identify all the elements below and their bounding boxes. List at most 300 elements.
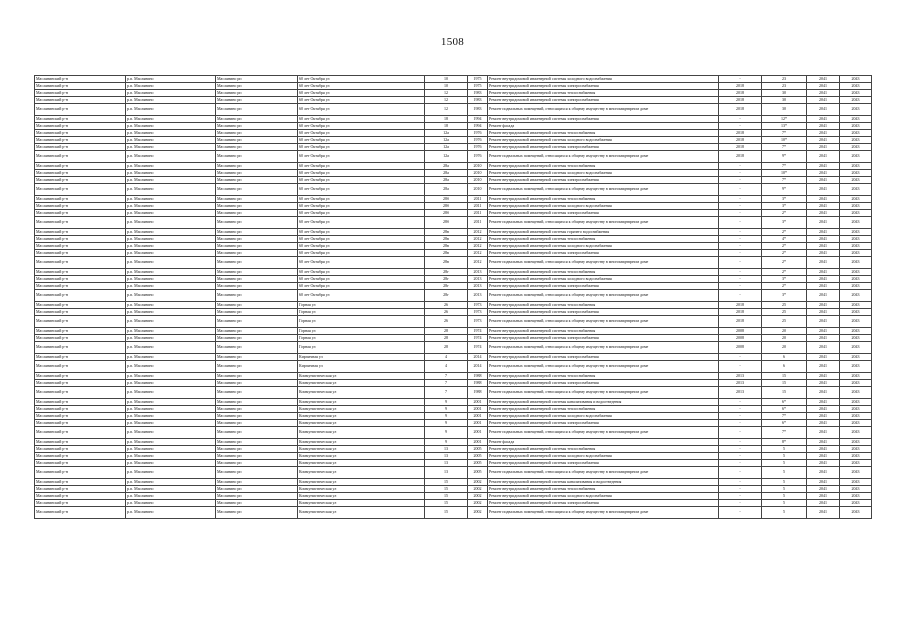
build-year-cell: 1974 [468, 342, 488, 354]
locality-cell: Маслянино рп [216, 290, 298, 302]
house-number-cell: 28а [425, 177, 468, 184]
district-cell: Маслянинский р-н [35, 420, 126, 427]
build-year-cell: 1973 [468, 309, 488, 316]
table-row [35, 276, 872, 283]
last-repair-year-cell: - [719, 406, 762, 413]
end-year-cell: 2043 [840, 290, 872, 302]
build-year-cell: 2013 [468, 276, 488, 283]
district-cell: Маслянинский р-н [35, 217, 126, 229]
start-year-cell: 2041 [807, 467, 840, 479]
build-year-cell: 1976 [468, 130, 488, 137]
start-year-cell: 2041 [807, 316, 840, 328]
table-row [35, 361, 872, 373]
district-cell: Маслянинский р-н [35, 309, 126, 316]
work-type-cell: Ремонт внутридомовой инженерной системы электроснабжения [488, 460, 719, 467]
district-cell: Маслянинский р-н [35, 453, 126, 460]
build-year-cell: 2002 [468, 486, 488, 493]
end-year-cell: 2043 [840, 276, 872, 283]
build-year-cell: 2012 [468, 257, 488, 269]
end-year-cell: 2043 [840, 137, 872, 144]
house-number-cell: 15 [425, 486, 468, 493]
build-year-cell: 2014 [468, 361, 488, 373]
start-year-cell: 2041 [807, 97, 840, 104]
house-number-cell: 9 [425, 406, 468, 413]
locality-cell: Маслянино рп [216, 387, 298, 399]
settlement-cell: р.п. Маслянино [126, 137, 216, 144]
table-row [35, 342, 872, 354]
end-year-cell: 2043 [840, 302, 872, 309]
build-year-cell: 2002 [468, 493, 488, 500]
start-year-cell: 2041 [807, 76, 840, 83]
locality-cell: Маслянино рп [216, 104, 298, 116]
locality-cell: Маслянино рп [216, 493, 298, 500]
end-year-cell: 2043 [840, 373, 872, 380]
locality-cell: Маслянино рп [216, 151, 298, 163]
build-year-cell: 2001 [468, 427, 488, 439]
settlement-cell: р.п. Маслянино [126, 302, 216, 309]
start-year-cell: 2041 [807, 243, 840, 250]
locality-cell: Маслянино рп [216, 427, 298, 439]
locality-cell: Маслянино рп [216, 243, 298, 250]
wear-percent-cell: 10* [762, 137, 807, 144]
settlement-cell: р.п. Маслянино [126, 354, 216, 361]
house-number-cell: 9 [425, 413, 468, 420]
work-type-cell: Ремонт внутридомовой инженерной системы теплоснабжения [488, 328, 719, 335]
locality-cell: Маслянино рп [216, 399, 298, 406]
table-row [35, 406, 872, 413]
district-cell: Маслянинский р-н [35, 380, 126, 387]
table-row [35, 151, 872, 163]
house-number-cell: 12 [425, 90, 468, 97]
street-cell: Коммунистическая ул [298, 446, 425, 453]
locality-cell: Маслянино рп [216, 413, 298, 420]
street-cell: 60 лет Октября ул [298, 90, 425, 97]
end-year-cell: 2043 [840, 309, 872, 316]
locality-cell: Маслянино рп [216, 229, 298, 236]
street-cell: Горная ул [298, 335, 425, 342]
last-repair-year-cell: - [719, 354, 762, 361]
district-cell: Маслянинский р-н [35, 276, 126, 283]
settlement-cell: р.п. Маслянино [126, 493, 216, 500]
street-cell: 60 лет Октября ул [298, 151, 425, 163]
table-row [35, 493, 872, 500]
locality-cell: Маслянино рп [216, 309, 298, 316]
street-cell: 60 лет Октября ул [298, 236, 425, 243]
last-repair-year-cell: 2018 [719, 151, 762, 163]
work-type-cell: Ремонт подвальных помещений, относящихся к общему имуществу в многоквартирном доме [488, 104, 719, 116]
district-cell: Маслянинский р-н [35, 439, 126, 446]
locality-cell: Маслянино рп [216, 479, 298, 486]
start-year-cell: 2041 [807, 123, 840, 130]
table-row [35, 130, 872, 137]
build-year-cell: 1974 [468, 328, 488, 335]
locality-cell: Маслянино рп [216, 203, 298, 210]
work-type-cell: Ремонт внутридомовой инженерной системы электроснабжения [488, 116, 719, 123]
street-cell: Коммунистическая ул [298, 373, 425, 380]
end-year-cell: 2043 [840, 250, 872, 257]
street-cell: 60 лет Октября ул [298, 203, 425, 210]
work-type-cell: Ремонт подвальных помещений, относящихся к общему имуществу в многоквартирном доме [488, 217, 719, 229]
build-year-cell: 1975 [468, 76, 488, 83]
start-year-cell: 2041 [807, 163, 840, 170]
wear-percent-cell: 2* [762, 257, 807, 269]
locality-cell: Маслянино рп [216, 177, 298, 184]
start-year-cell: 2041 [807, 486, 840, 493]
wear-percent-cell: 2* [762, 283, 807, 290]
district-cell: Маслянинский р-н [35, 302, 126, 309]
house-number-cell: 28б [425, 196, 468, 203]
last-repair-year-cell: 2018 [719, 90, 762, 97]
house-number-cell: 28в [425, 257, 468, 269]
table-row [35, 467, 872, 479]
district-cell: Маслянинский р-н [35, 196, 126, 203]
locality-cell: Маслянино рп [216, 328, 298, 335]
house-number-cell: 12а [425, 144, 468, 151]
work-type-cell: Ремонт подвальных помещений, относящихся к общему имуществу в многоквартирном доме [488, 361, 719, 373]
locality-cell: Маслянино рп [216, 276, 298, 283]
start-year-cell: 2041 [807, 290, 840, 302]
start-year-cell: 2041 [807, 151, 840, 163]
house-number-cell: 9 [425, 427, 468, 439]
work-type-cell: Ремонт внутридомовой инженерной системы электроснабжения [488, 380, 719, 387]
district-cell: Маслянинский р-н [35, 427, 126, 439]
wear-percent-cell: 6* [762, 420, 807, 427]
wear-percent-cell: 3* [762, 203, 807, 210]
wear-percent-cell: 23 [762, 83, 807, 90]
locality-cell: Маслянино рп [216, 90, 298, 97]
house-number-cell: 28 [425, 328, 468, 335]
end-year-cell: 2043 [840, 104, 872, 116]
locality-cell: Маслянино рп [216, 130, 298, 137]
wear-percent-cell: 25 [762, 309, 807, 316]
build-year-cell: 1988 [468, 373, 488, 380]
locality-cell: Маслянино рп [216, 236, 298, 243]
work-type-cell: Ремонт внутридомовой инженерной системы теплоснабжения [488, 163, 719, 170]
settlement-cell: р.п. Маслянино [126, 420, 216, 427]
work-type-cell: Ремонт внутридомовой инженерной системы электроснабжения [488, 144, 719, 151]
work-type-cell: Ремонт внутридомовой инженерной системы теплоснабжения [488, 373, 719, 380]
district-cell: Маслянинский р-н [35, 467, 126, 479]
work-type-cell: Ремонт внутридомовой инженерной системы электроснабжения [488, 500, 719, 507]
last-repair-year-cell: - [719, 507, 762, 519]
work-type-cell: Ремонт внутридомовой инженерной системы холодного водоснабжения [488, 276, 719, 283]
street-cell: Коммунистическая ул [298, 406, 425, 413]
end-year-cell: 2043 [840, 196, 872, 203]
end-year-cell: 2043 [840, 446, 872, 453]
street-cell: 60 лет Октября ул [298, 269, 425, 276]
table-row [35, 83, 872, 90]
settlement-cell: р.п. Маслянино [126, 446, 216, 453]
work-type-cell: Ремонт внутридомовой инженерной системы холодного водоснабжения [488, 170, 719, 177]
district-cell: Маслянинский р-н [35, 83, 126, 90]
last-repair-year-cell: - [719, 500, 762, 507]
wear-percent-cell: 12* [762, 116, 807, 123]
work-type-cell: Ремонт внутридомовой инженерной системы теплоснабжения [488, 236, 719, 243]
street-cell: Горная ул [298, 342, 425, 354]
work-type-cell: Ремонт внутридомовой инженерной системы электроснабжения [488, 83, 719, 90]
build-year-cell: 2010 [468, 184, 488, 196]
last-repair-year-cell: 2018 [719, 104, 762, 116]
work-type-cell: Ремонт внутридомовой инженерной системы электроснабжения [488, 309, 719, 316]
district-cell: Маслянинский р-н [35, 257, 126, 269]
wear-percent-cell: 2* [762, 250, 807, 257]
start-year-cell: 2041 [807, 493, 840, 500]
wear-percent-cell: 2* [762, 210, 807, 217]
repair-schedule-table [34, 75, 872, 519]
last-repair-year-cell: 2013 [719, 373, 762, 380]
end-year-cell: 2043 [840, 387, 872, 399]
table-row [35, 453, 872, 460]
wear-percent-cell: 5 [762, 500, 807, 507]
street-cell: 60 лет Октября ул [298, 137, 425, 144]
house-number-cell: 12 [425, 97, 468, 104]
work-type-cell: Ремонт внутридомовой инженерной системы электроснабжения [488, 250, 719, 257]
street-cell: 60 лет Октября ул [298, 144, 425, 151]
street-cell: 60 лет Октября ул [298, 116, 425, 123]
settlement-cell: р.п. Маслянино [126, 500, 216, 507]
settlement-cell: р.п. Маслянино [126, 460, 216, 467]
end-year-cell: 2043 [840, 427, 872, 439]
table-row [35, 460, 872, 467]
end-year-cell: 2043 [840, 328, 872, 335]
last-repair-year-cell: - [719, 210, 762, 217]
locality-cell: Маслянино рп [216, 283, 298, 290]
street-cell: 60 лет Октября ул [298, 290, 425, 302]
wear-percent-cell: 5 [762, 453, 807, 460]
last-repair-year-cell: 2018 [719, 309, 762, 316]
wear-percent-cell: 20 [762, 328, 807, 335]
locality-cell: Маслянино рп [216, 210, 298, 217]
start-year-cell: 2041 [807, 309, 840, 316]
street-cell: 60 лет Октября ул [298, 177, 425, 184]
table-row [35, 217, 872, 229]
locality-cell: Маслянино рп [216, 380, 298, 387]
house-number-cell: 15 [425, 479, 468, 486]
start-year-cell: 2041 [807, 420, 840, 427]
locality-cell: Маслянино рп [216, 316, 298, 328]
table-row [35, 427, 872, 439]
end-year-cell: 2043 [840, 361, 872, 373]
wear-percent-cell: 15 [762, 380, 807, 387]
end-year-cell: 2043 [840, 342, 872, 354]
build-year-cell: 2002 [468, 479, 488, 486]
end-year-cell: 2043 [840, 439, 872, 446]
build-year-cell: 1988 [468, 387, 488, 399]
locality-cell: Маслянино рп [216, 335, 298, 342]
district-cell: Маслянинский р-н [35, 406, 126, 413]
street-cell: 60 лет Октября ул [298, 97, 425, 104]
last-repair-year-cell: - [719, 283, 762, 290]
locality-cell: Маслянино рп [216, 163, 298, 170]
settlement-cell: р.п. Маслянино [126, 144, 216, 151]
house-number-cell: 4 [425, 354, 468, 361]
house-number-cell: 26 [425, 316, 468, 328]
locality-cell: Маслянино рп [216, 257, 298, 269]
work-type-cell: Ремонт внутридомовой инженерной системы теплоснабжения [488, 302, 719, 309]
end-year-cell: 2043 [840, 217, 872, 229]
wear-percent-cell: 7* [762, 144, 807, 151]
build-year-cell: 1973 [468, 316, 488, 328]
build-year-cell: 1976 [468, 144, 488, 151]
build-year-cell: 2011 [468, 210, 488, 217]
end-year-cell: 2043 [840, 486, 872, 493]
house-number-cell: 7 [425, 380, 468, 387]
wear-percent-cell: 20 [762, 335, 807, 342]
house-number-cell: 4 [425, 361, 468, 373]
start-year-cell: 2041 [807, 203, 840, 210]
build-year-cell: 2012 [468, 236, 488, 243]
locality-cell: Маслянино рп [216, 137, 298, 144]
start-year-cell: 2041 [807, 361, 840, 373]
wear-percent-cell: 2* [762, 243, 807, 250]
district-cell: Маслянинский р-н [35, 116, 126, 123]
table-row [35, 250, 872, 257]
wear-percent-cell: 13* [762, 123, 807, 130]
locality-cell: Маслянино рп [216, 453, 298, 460]
last-repair-year-cell: - [719, 243, 762, 250]
last-repair-year-cell: 2018 [719, 144, 762, 151]
table-row [35, 283, 872, 290]
end-year-cell: 2043 [840, 123, 872, 130]
end-year-cell: 2043 [840, 316, 872, 328]
settlement-cell: р.п. Маслянино [126, 361, 216, 373]
district-cell: Маслянинский р-н [35, 283, 126, 290]
house-number-cell: 7 [425, 373, 468, 380]
settlement-cell: р.п. Маслянино [126, 83, 216, 90]
district-cell: Маслянинский р-н [35, 269, 126, 276]
house-number-cell: 12 [425, 104, 468, 116]
wear-percent-cell: 6* [762, 406, 807, 413]
start-year-cell: 2041 [807, 130, 840, 137]
table-row [35, 177, 872, 184]
work-type-cell: Ремонт подвальных помещений, относящихся к общему имуществу в многоквартирном доме [488, 387, 719, 399]
work-type-cell: Ремонт подвальных помещений, относящихся к общему имуществу в многоквартирном доме [488, 316, 719, 328]
build-year-cell: 2001 [468, 413, 488, 420]
last-repair-year-cell: - [719, 236, 762, 243]
settlement-cell: р.п. Маслянино [126, 76, 216, 83]
start-year-cell: 2041 [807, 380, 840, 387]
house-number-cell: 10 [425, 76, 468, 83]
start-year-cell: 2041 [807, 328, 840, 335]
street-cell: Горная ул [298, 328, 425, 335]
district-cell: Маслянинский р-н [35, 236, 126, 243]
wear-percent-cell: 20 [762, 342, 807, 354]
street-cell: Коммунистическая ул [298, 500, 425, 507]
district-cell: Маслянинский р-н [35, 493, 126, 500]
street-cell: 60 лет Октября ул [298, 104, 425, 116]
last-repair-year-cell: 2018 [719, 130, 762, 137]
district-cell: Маслянинский р-н [35, 335, 126, 342]
build-year-cell: 2012 [468, 229, 488, 236]
wear-percent-cell: 2* [762, 229, 807, 236]
settlement-cell: р.п. Маслянино [126, 130, 216, 137]
house-number-cell: 28в [425, 236, 468, 243]
last-repair-year-cell: - [719, 116, 762, 123]
work-type-cell: Ремонт внутридомовой инженерной системы холодного водоснабжения [488, 137, 719, 144]
settlement-cell: р.п. Маслянино [126, 507, 216, 519]
start-year-cell: 2041 [807, 137, 840, 144]
start-year-cell: 2041 [807, 387, 840, 399]
table-row [35, 486, 872, 493]
settlement-cell: р.п. Маслянино [126, 335, 216, 342]
work-type-cell: Ремонт внутридомовой инженерной системы холодного водоснабжения [488, 453, 719, 460]
build-year-cell: 2002 [468, 500, 488, 507]
last-repair-year-cell: - [719, 250, 762, 257]
work-type-cell: Ремонт внутридомовой инженерной системы электроснабжения [488, 97, 719, 104]
start-year-cell: 2041 [807, 144, 840, 151]
district-cell: Маслянинский р-н [35, 104, 126, 116]
street-cell: 60 лет Октября ул [298, 210, 425, 217]
house-number-cell: 13 [425, 460, 468, 467]
district-cell: Маслянинский р-н [35, 316, 126, 328]
work-type-cell: Ремонт подвальных помещений, относящихся к общему имуществу в многоквартирном доме [488, 257, 719, 269]
work-type-cell: Ремонт внутридомовой инженерной системы теплоснабжения [488, 446, 719, 453]
district-cell: Маслянинский р-н [35, 137, 126, 144]
house-number-cell: 28г [425, 290, 468, 302]
street-cell: 60 лет Октября ул [298, 184, 425, 196]
settlement-cell: р.п. Маслянино [126, 177, 216, 184]
last-repair-year-cell: - [719, 276, 762, 283]
locality-cell: Маслянино рп [216, 250, 298, 257]
settlement-cell: р.п. Маслянино [126, 250, 216, 257]
end-year-cell: 2043 [840, 453, 872, 460]
district-cell: Маслянинский р-н [35, 373, 126, 380]
district-cell: Маслянинский р-н [35, 123, 126, 130]
start-year-cell: 2041 [807, 460, 840, 467]
settlement-cell: р.п. Маслянино [126, 203, 216, 210]
district-cell: Маслянинский р-н [35, 328, 126, 335]
table-row [35, 439, 872, 446]
end-year-cell: 2043 [840, 380, 872, 387]
end-year-cell: 2043 [840, 210, 872, 217]
last-repair-year-cell: - [719, 399, 762, 406]
start-year-cell: 2041 [807, 184, 840, 196]
locality-cell: Маслянино рп [216, 500, 298, 507]
work-type-cell: Ремонт внутридомовой инженерной системы горячего водоснабжения [488, 229, 719, 236]
street-cell: Горная ул [298, 316, 425, 328]
table-row [35, 290, 872, 302]
house-number-cell: 28а [425, 163, 468, 170]
start-year-cell: 2041 [807, 269, 840, 276]
settlement-cell: р.п. Маслянино [126, 342, 216, 354]
last-repair-year-cell: 2018 [719, 97, 762, 104]
wear-percent-cell: 5 [762, 507, 807, 519]
last-repair-year-cell: 2018 [719, 316, 762, 328]
table-row [35, 184, 872, 196]
house-number-cell: 9 [425, 420, 468, 427]
table-row [35, 257, 872, 269]
last-repair-year-cell: - [719, 196, 762, 203]
table-row [35, 316, 872, 328]
build-year-cell: 2002 [468, 507, 488, 519]
locality-cell: Маслянино рп [216, 467, 298, 479]
district-cell: Маслянинский р-н [35, 151, 126, 163]
table-row [35, 309, 872, 316]
locality-cell: Маслянино рп [216, 170, 298, 177]
last-repair-year-cell: - [719, 184, 762, 196]
district-cell: Маслянинский р-н [35, 203, 126, 210]
start-year-cell: 2041 [807, 196, 840, 203]
work-type-cell: Ремонт внутридомовой инженерной системы теплоснабжения [488, 130, 719, 137]
locality-cell: Маслянино рп [216, 354, 298, 361]
end-year-cell: 2043 [840, 76, 872, 83]
settlement-cell: р.п. Маслянино [126, 97, 216, 104]
end-year-cell: 2043 [840, 163, 872, 170]
work-type-cell: Ремонт подвальных помещений, относящихся к общему имуществу в многоквартирном доме [488, 151, 719, 163]
street-cell: 60 лет Октября ул [298, 170, 425, 177]
wear-percent-cell: 30 [762, 97, 807, 104]
build-year-cell: 1983 [468, 104, 488, 116]
